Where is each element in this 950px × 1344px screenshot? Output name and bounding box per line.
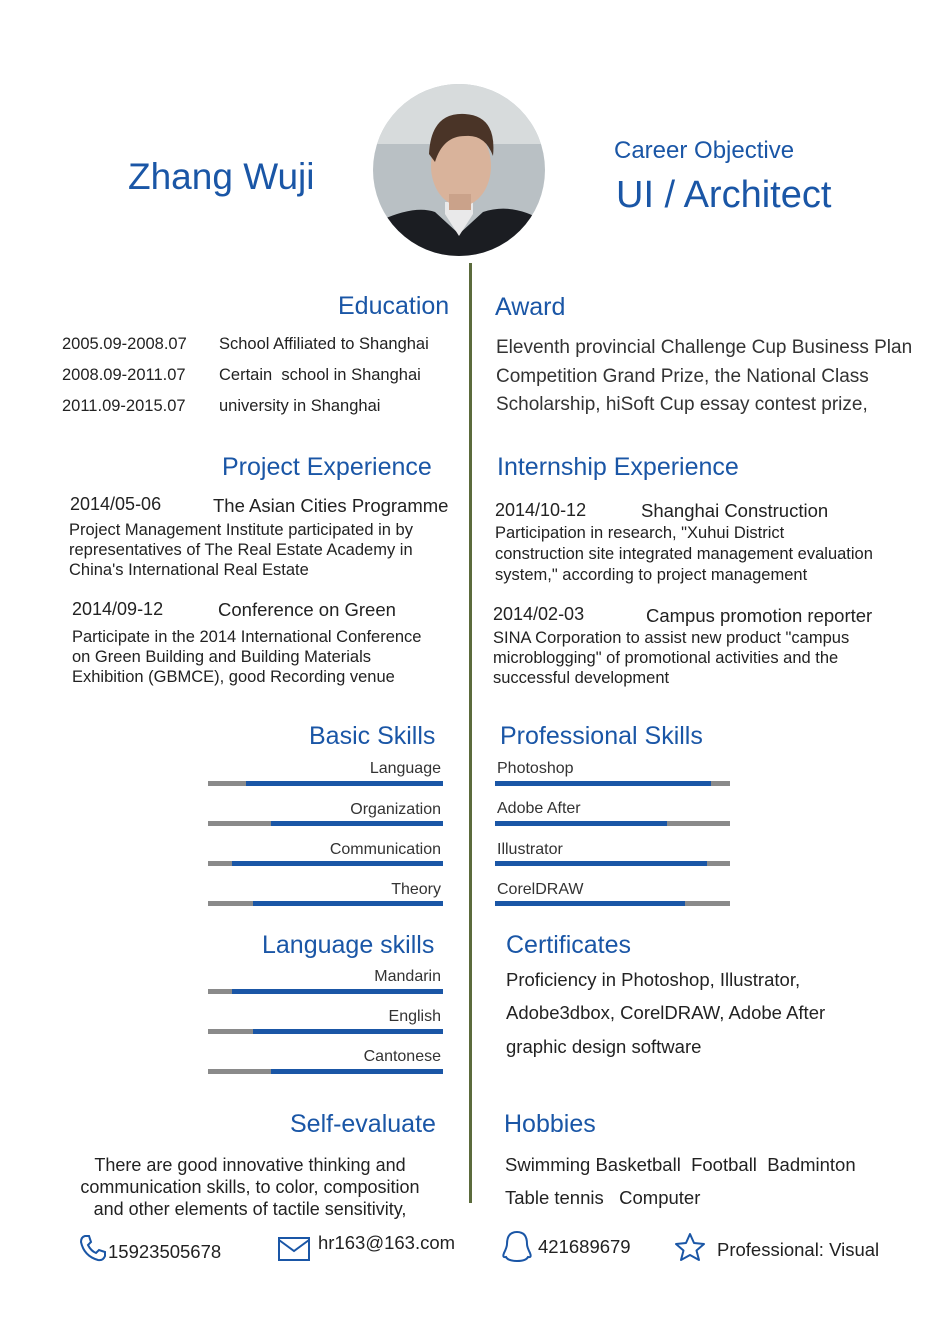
skill-bar <box>495 861 730 866</box>
education-date: 2008.09-2011.07 <box>62 366 186 384</box>
hobbies-line: Table tennis Computer <box>505 1187 701 1208</box>
qq-number[interactable]: 421689679 <box>538 1236 631 1257</box>
skill-label: Adobe After <box>497 800 581 817</box>
project-experience-heading: Project Experience <box>222 453 432 481</box>
education-date: 2005.09-2008.07 <box>62 335 187 353</box>
skill-bar <box>495 821 730 826</box>
award-line: Scholarship, hiSoft Cup essay contest prize, <box>496 394 868 415</box>
skill-label: Organization <box>350 801 441 818</box>
award-heading: Award <box>495 293 566 321</box>
phone-icon <box>78 1233 108 1263</box>
certificates-line: Adobe3dbox, CorelDRAW, Adobe After <box>506 1002 826 1023</box>
skill-bar <box>208 821 443 826</box>
internship-desc-line: microblogging" of promotional activities and the <box>493 649 839 667</box>
career-objective-label: Career Objective <box>614 137 795 164</box>
qq-penguin-icon <box>500 1229 534 1265</box>
education-school: Certain school in Shanghai <box>219 366 421 384</box>
award-line: Eleventh provincial Challenge Cup Business Plan <box>496 337 913 358</box>
internship-desc-line: system," according to project management <box>495 566 808 584</box>
skill-label: Theory <box>391 881 441 898</box>
skill-bar <box>495 781 730 786</box>
project-name: The Asian Cities Programme <box>213 495 449 516</box>
mail-icon <box>277 1236 311 1262</box>
internship-desc-line: SINA Corporation to assist new product "campus <box>493 629 850 647</box>
project-desc-line: on Green Building and Building Materials <box>72 648 372 666</box>
skill-bar-fill <box>246 781 443 786</box>
self-evaluate-heading: Self-evaluate <box>290 1110 436 1138</box>
internship-desc-line: Participation in research, "Xuhui District <box>495 524 785 542</box>
project-desc-line: Participate in the 2014 International Conference <box>72 628 422 646</box>
career-objective-title: UI / Architect <box>616 174 832 216</box>
self-evaluate-line: There are good innovative thinking and <box>94 1155 406 1175</box>
internship-experience-heading: Internship Experience <box>497 453 739 481</box>
hobbies-line: Swimming Basketball Football Badminton <box>505 1154 856 1175</box>
center-divider <box>469 263 472 1203</box>
internship-desc-line: construction site integrated management evaluation <box>495 545 873 563</box>
star-icon <box>674 1232 706 1262</box>
skill-bar <box>208 989 443 994</box>
internship-name: Campus promotion reporter <box>646 605 873 626</box>
candidate-name: Zhang Wuji <box>128 156 315 197</box>
project-name: Conference on Green <box>218 599 396 620</box>
skill-bar <box>495 901 730 906</box>
phone-number[interactable]: 15923505678 <box>108 1241 222 1262</box>
skill-label: Photoshop <box>497 760 574 777</box>
skill-bar-fill <box>271 821 443 826</box>
self-evaluate-line: and other elements of tactile sensitivity, <box>93 1199 407 1219</box>
skill-bar <box>208 861 443 866</box>
skill-bar-fill <box>495 821 667 826</box>
skill-bar-fill <box>495 901 685 906</box>
skill-bar-fill <box>253 901 443 906</box>
profile-photo <box>373 84 545 256</box>
project-date: 2014/09-12 <box>72 599 164 619</box>
skill-label: Illustrator <box>497 841 563 858</box>
hobbies-heading: Hobbies <box>504 1110 596 1138</box>
skill-bar-fill <box>232 989 444 994</box>
project-desc-line: representatives of The Real Estate Academy in <box>69 541 413 559</box>
certificates-heading: Certificates <box>506 931 632 959</box>
education-school: university in Shanghai <box>219 397 381 415</box>
skill-label: Language <box>369 760 441 777</box>
skill-label: English <box>388 1008 441 1025</box>
internship-desc-line: successful development <box>493 669 670 687</box>
basic-skills-heading: Basic Skills <box>309 722 436 750</box>
certificates-line: graphic design software <box>506 1036 702 1057</box>
internship-date: 2014/10-12 <box>495 500 587 520</box>
education-heading: Education <box>338 292 450 320</box>
education-school: School Affiliated to Shanghai <box>219 335 429 353</box>
project-desc-line: Exhibition (GBMCE), good Recording venue <box>72 668 395 686</box>
skill-label: Mandarin <box>374 968 441 985</box>
skill-bar-fill <box>495 781 711 786</box>
project-desc-line: China's International Real Estate <box>69 561 309 579</box>
project-desc-line: Project Management Institute participated in by <box>69 521 413 539</box>
award-line: Competition Grand Prize, the National Class <box>496 366 869 387</box>
education-date: 2011.09-2015.07 <box>62 397 186 415</box>
skill-bar <box>208 781 443 786</box>
skill-bar-fill <box>495 861 707 866</box>
skill-bar <box>208 901 443 906</box>
certificates-line: Proficiency in Photoshop, Illustrator, <box>506 969 801 990</box>
skill-bar <box>208 1069 443 1074</box>
professional-skills-heading: Professional Skills <box>500 722 703 750</box>
email-address[interactable]: hr163@163.com <box>318 1232 456 1253</box>
self-evaluate-line: communication skills, to color, composition <box>80 1177 420 1197</box>
skill-label: CorelDRAW <box>497 881 584 898</box>
skill-bar-fill <box>232 861 444 866</box>
internship-name: Shanghai Construction <box>641 500 829 521</box>
internship-date: 2014/02-03 <box>493 604 585 624</box>
professional-label: Professional: Visual <box>717 1239 880 1260</box>
skill-label: Cantonese <box>363 1048 441 1065</box>
skill-bar-fill <box>271 1069 443 1074</box>
skill-bar-fill <box>253 1029 443 1034</box>
language-skills-heading: Language skills <box>262 931 435 959</box>
project-date: 2014/05-06 <box>70 494 162 514</box>
skill-bar <box>208 1029 443 1034</box>
skill-label: Communication <box>329 841 441 858</box>
